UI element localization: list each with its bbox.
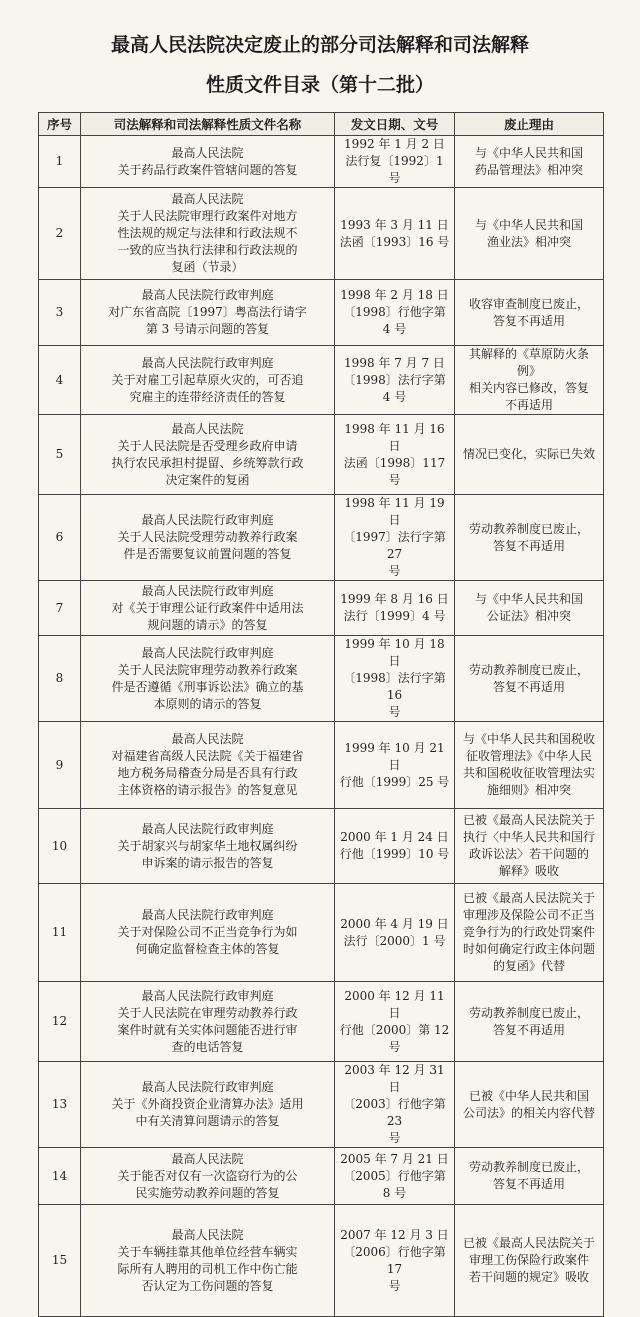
table-row: [39, 1062, 604, 1148]
row-name: 最高人民法院行政审判庭 关于人民法院受理劳动教养行政案 件是否需要复议前置问题的答复: [81, 495, 335, 581]
row-name: 最高人民法院 关于能否对仅有一次盗窃行为的公 民实施劳动教养问题的答复: [81, 1148, 335, 1205]
row-seq: 11: [39, 884, 81, 982]
table-row: [39, 415, 604, 495]
row-name: 最高人民法院 关于人民法院是否受理乡政府申请 执行农民承担村提留、乡统筹款行政 决定案件的复函: [81, 415, 335, 495]
row-date: 2005 年 7 月 21 日 〔2005〕行他字第 8 号: [335, 1148, 455, 1205]
row-reason: 与《中华人民共和国 公证法》相冲突: [455, 581, 604, 636]
row-name: 最高人民法院行政审判庭 关于胡家兴与胡家华土地权属纠纷 申诉案的请示报告的答复: [81, 809, 335, 884]
row-reason: 情况已变化，实际已失效: [455, 415, 604, 495]
row-name: 最高人民法院行政审判庭 关于对保险公司不正当竞争行为如 何确定监督检查主体的答复: [81, 884, 335, 982]
page-title-line-1: 最高人民法院决定废止的部分司法解释和司法解释: [110, 34, 529, 56]
row-reason: 已被《最高人民法院关于 审理涉及保险公司不正当 竞争行为的行政处罚案件 时如何确定行政主体问题 的复函》代替: [455, 884, 604, 982]
row-reason: 与《中华人民共和国税收 征收管理法》《中华人民 共和国税收征收管理法实 施细则》相冲突: [455, 722, 604, 809]
row-seq: 12: [39, 982, 81, 1062]
table-row: [39, 346, 604, 415]
table-row: [39, 722, 604, 809]
table-row: [39, 136, 604, 188]
table-row: [39, 884, 604, 982]
header-date: 发文日期、文号: [335, 113, 455, 136]
row-name: 最高人民法院行政审判庭 关于《外商投资企业清算办法》适用 中有关清算问题请示的答复: [81, 1062, 335, 1148]
row-reason: 其解释的《草原防火条例》 相关内容已修改，答复 不再适用: [455, 346, 604, 415]
row-seq: 5: [39, 415, 81, 495]
row-seq: 10: [39, 809, 81, 884]
row-seq: 14: [39, 1148, 81, 1205]
row-reason: 与《中华人民共和国 渔业法》相冲突: [455, 188, 604, 280]
table-row: [39, 280, 604, 346]
row-name: 最高人民法院 关于人民法院审理行政案件对地方 性法规的规定与法律和行政法规不 一致的应当执行法律和行政法规的 复函（节录）: [81, 188, 335, 280]
table-row: [39, 809, 604, 884]
row-date: 1998 年 11 月 19 日 〔1997〕法行字第 27 号: [335, 495, 455, 581]
table-row: [39, 495, 604, 581]
table-row: [39, 982, 604, 1062]
row-reason: 已被《中华人民共和国 公司法》的相关内容代替: [455, 1062, 604, 1148]
header-reason: 废止理由: [455, 113, 604, 136]
row-date: 2000 年 12 月 11 日 行他〔2000〕第 12 号: [335, 982, 455, 1062]
row-seq: 15: [39, 1205, 81, 1317]
row-date: 1992 年 1 月 2 日 法行复〔1992〕1 号: [335, 136, 455, 188]
row-name: 最高人民法院行政审判庭 对《关于审理公证行政案件中适用法 规问题的请示》的答复: [81, 581, 335, 636]
row-reason: 劳动教养制度已废止， 答复不再适用: [455, 982, 604, 1062]
row-name: 最高人民法院行政审判庭 关于人民法院在审理劳动教养行政 案件时就有关实体问题能否进行审 查的电话答复: [81, 982, 335, 1062]
row-reason: 与《中华人民共和国 药品管理法》相冲突: [455, 136, 604, 188]
row-seq: 9: [39, 722, 81, 809]
row-seq: 6: [39, 495, 81, 581]
row-reason: 已被《最高人民法院关于 审理工伤保险行政案件 若干问题的规定》吸收: [455, 1205, 604, 1317]
table-row: [39, 1148, 604, 1205]
row-date: 1999 年 10 月 21 日 行他〔1999〕25 号: [335, 722, 455, 809]
table-row: [39, 1205, 604, 1317]
table-row: [39, 581, 604, 636]
abolished-documents-table: [38, 112, 604, 1317]
row-date: 1999 年 8 月 16 日 法行〔1999〕4 号: [335, 581, 455, 636]
row-date: 2000 年 1 月 24 日 行他〔1999〕10 号: [335, 809, 455, 884]
row-seq: 13: [39, 1062, 81, 1148]
row-date: 1999 年 10 月 18 日 〔1998〕法行字第 16 号: [335, 636, 455, 722]
row-seq: 4: [39, 346, 81, 415]
row-seq: 7: [39, 581, 81, 636]
row-date: 1998 年 2 月 18 日 〔1998〕行他字第 4 号: [335, 280, 455, 346]
row-seq: 8: [39, 636, 81, 722]
table-row: [39, 636, 604, 722]
row-reason: 已被《最高人民法院关于 执行〈中华人民共和国行 政诉讼法〉若干问题的 解释》吸收: [455, 809, 604, 884]
table-row: [39, 188, 604, 280]
row-name: 最高人民法院行政审判庭 对广东省高院〔1997〕粤高法行请字 第 3 号请示问题的答复: [81, 280, 335, 346]
table-header-row: [39, 113, 604, 136]
row-reason: 收容审查制度已废止， 答复不再适用: [455, 280, 604, 346]
row-seq: 3: [39, 280, 81, 346]
row-date: 1993 年 3 月 11 日 法函〔1993〕16 号: [335, 188, 455, 280]
row-name: 最高人民法院 关于药品行政案件管辖问题的答复: [81, 136, 335, 188]
row-date: 2000 年 4 月 19 日 法行〔2000〕1 号: [335, 884, 455, 982]
row-date: 1998 年 7 月 7 日 〔1998〕法行字第 4 号: [335, 346, 455, 415]
row-reason: 劳动教养制度已废止， 答复不再适用: [455, 495, 604, 581]
row-date: 2003 年 12 月 31 日 〔2003〕行他字第 23 号: [335, 1062, 455, 1148]
row-name: 最高人民法院行政审判庭 关于对雇工引起草原火灾的，可否追 究雇主的连带经济责任的答复: [81, 346, 335, 415]
row-seq: 1: [39, 136, 81, 188]
row-date: 2007 年 12 月 3 日 〔2006〕行他字第 17 号: [335, 1205, 455, 1317]
page-title-line-2: 性质文件目录（第十二批）: [205, 74, 434, 96]
row-name: 最高人民法院 对福建省高级人民法院《关于福建省 地方税务局稽查分局是否具有行政 主体资格的请示报告》的答复意见: [81, 722, 335, 809]
row-reason: 劳动教养制度已废止， 答复不再适用: [455, 636, 604, 722]
header-seq: 序号: [39, 113, 81, 136]
row-date: 1998 年 11 月 16 日 法函〔1998〕117 号: [335, 415, 455, 495]
row-name: 最高人民法院行政审判庭 关于人民法院审理劳动教养行政案 件是否遵循《刑事诉讼法》确立的基 本原则的请示的答复: [81, 636, 335, 722]
header-name: 司法解释和司法解释性质文件名称: [81, 113, 335, 136]
row-seq: 2: [39, 188, 81, 280]
row-name: 最高人民法院 关于车辆挂靠其他单位经营车辆实 际所有人聘用的司机工作中伤亡能 否认定为工伤问题的答复: [81, 1205, 335, 1317]
row-reason: 劳动教养制度已废止， 答复不再适用: [455, 1148, 604, 1205]
